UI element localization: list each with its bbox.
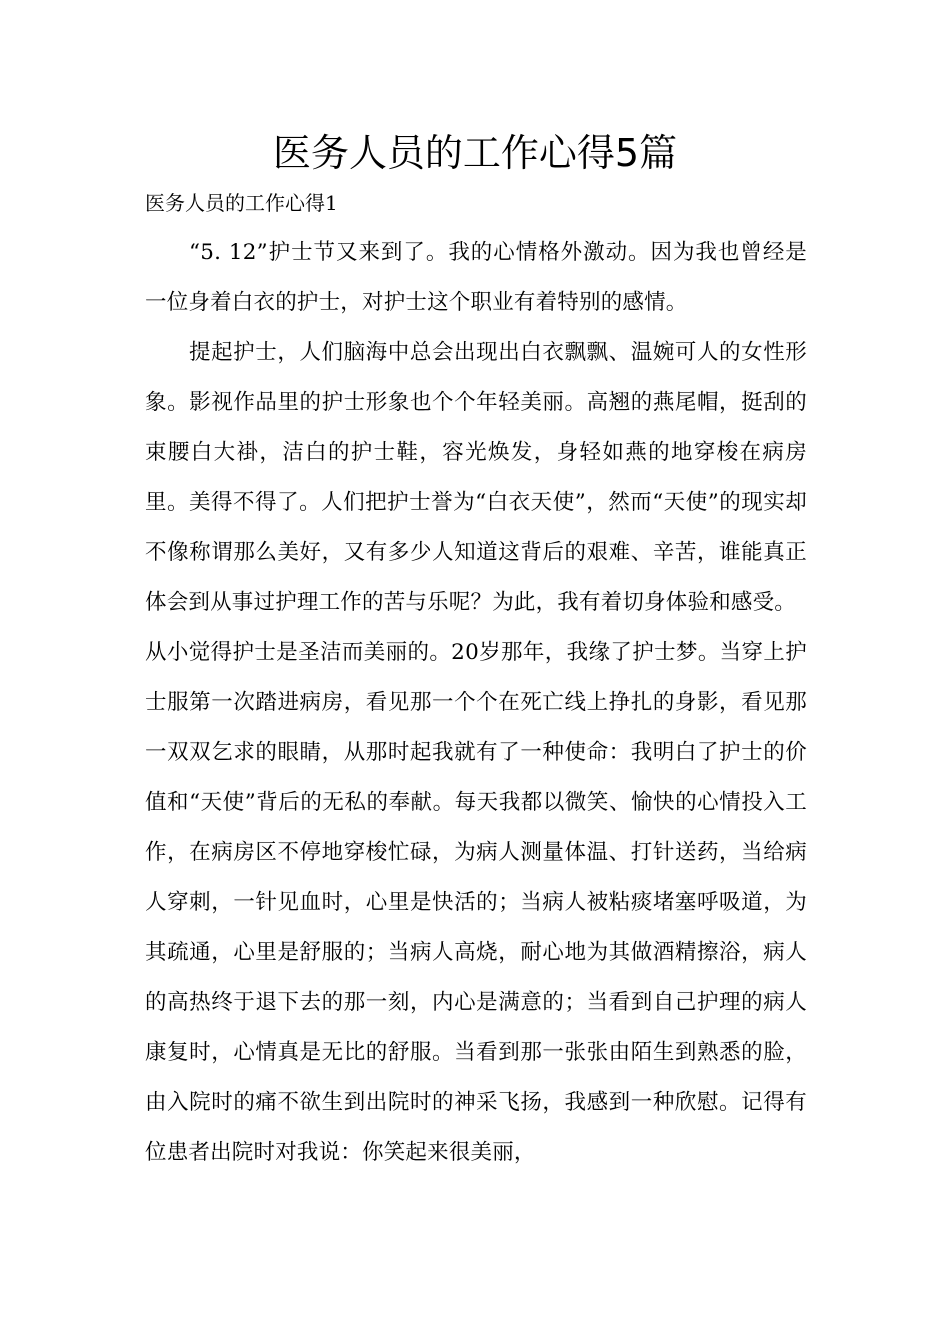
- document-title: 医务人员的工作心得5篇: [272, 131, 678, 175]
- section-heading: 医务人员的工作心得1: [145, 191, 338, 215]
- document-body: [145, 178, 807, 1178]
- paragraph-2: 提起护士，人们脑海中总会出现出白衣飘飘、温婉可人的女性形象。影视作品里的护士形象也个个年轻美丽。高翘的燕尾帽，挺刮的束腰白大褂，洁白的护士鞋，容光焕发，身轻如燕的地穿梭在病房里。美得不得了。人们把护士誉为“白衣天使”，然而“天使”的现实却不像称谓那么美好，又有多少人知道这背后的艰难、辛苦，谁能真正体会到从事过护理工作的苦与乐呢？为此，我有着切身体验和感受。: [145, 340, 807, 615]
- paragraph-1: “5. 12”护士节又来到了。我的心情格外激动。因为我也曾经是一位身着白衣的护士，对护士这个职业有着特别的感情。: [145, 240, 807, 315]
- paragraph-3: 从小觉得护士是圣洁而美丽的。20岁那年，我缘了护士梦。当穿上护士服第一次踏进病房，看见那一个个在死亡线上挣扎的身影，看见那一双双乞求的眼睛，从那时起我就有了一种使命：我明白了护士的价值和“天使”背后的无私的奉献。每天我都以微笑、愉快的心情投入工作，在病房区不停地穿梭忙碌，为病人测量体温、打针送药，当给病人穿刺，一针见血时，心里是快活的；当病人被粘痰堵塞呼吸道，为其疏通，心里是舒服的；当病人高烧，耐心地为其做酒精擦浴，病人的高热终于退下去的那一刻，内心是满意的；当看到自己护理的病人康复时，心情真是无比的舒服。当看到那一张张由陌生到熟悉的脸，由入院时的痛不欲生到出院时的神采飞扬，我感到一种欣慰。记得有位患者出院时对我说：你笑起来很美丽，: [145, 640, 807, 1165]
